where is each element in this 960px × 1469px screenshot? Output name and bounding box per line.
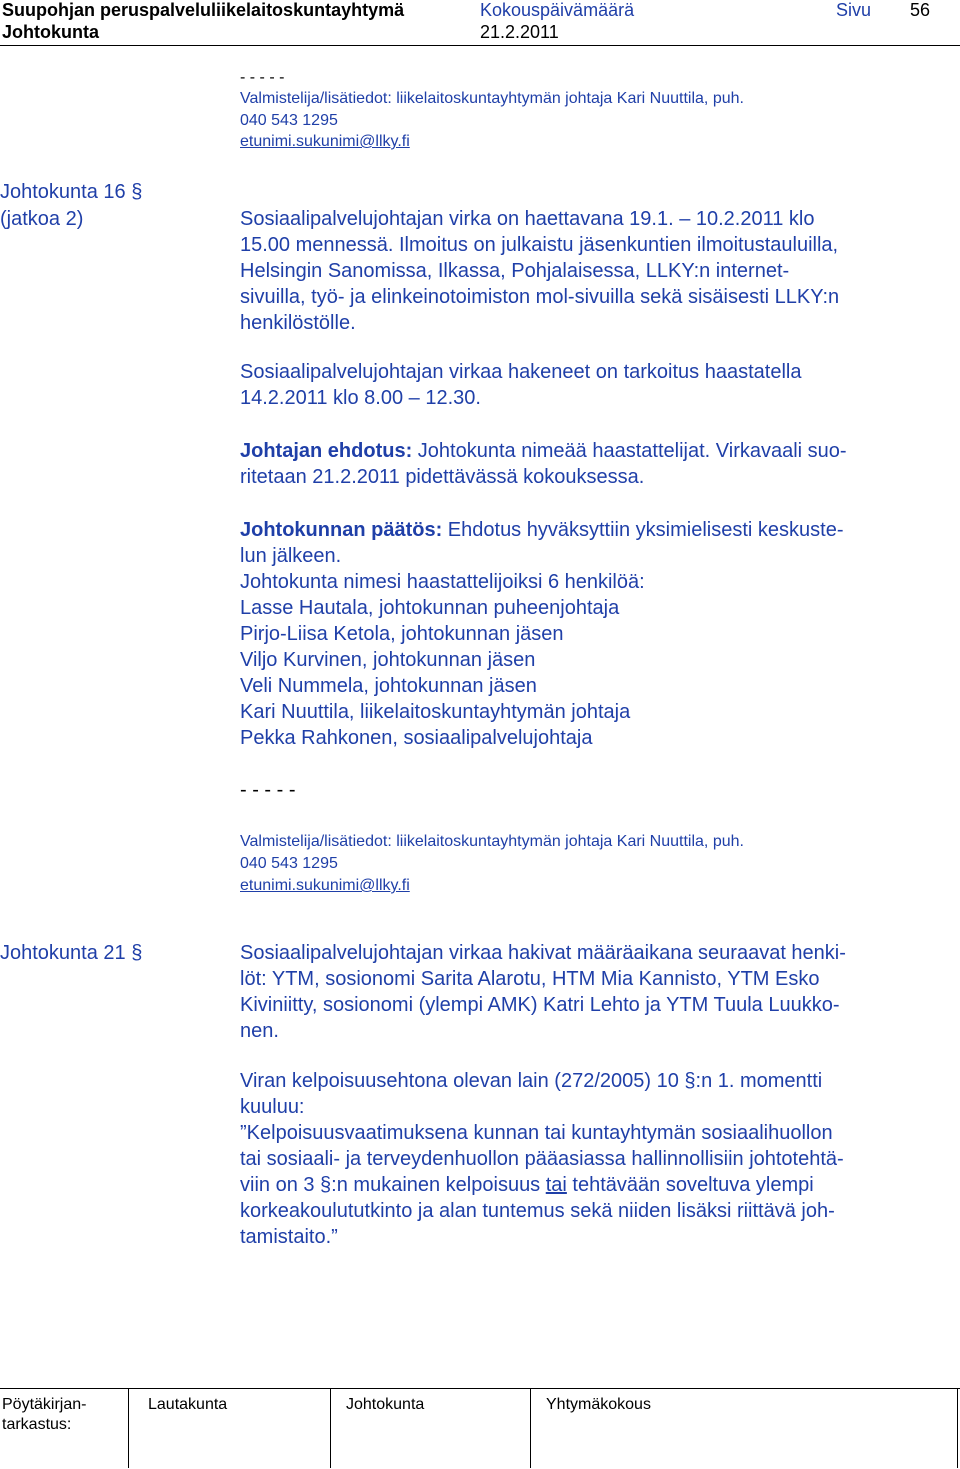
interviewer-item: Pirjo-Liisa Ketola, johtokunnan jäsen [240, 623, 564, 645]
text-line: kuuluu: [240, 1096, 305, 1118]
header-date-label: Kokouspäivämäärä [480, 0, 635, 20]
prep1-email-link[interactable]: etunimi.sukunimi@llky.fi [240, 133, 410, 150]
quote-line-part: tehtävään soveltuva ylempi [566, 1174, 814, 1196]
text-line [240, 438, 940, 464]
named-intro: Johtokunta nimesi haastattelijoiksi 6 henkilöä: [240, 571, 645, 593]
decision-text: Ehdotus hyväksyttiin yksimielisesti keskuste- [447, 519, 844, 541]
interviewer-item: Lasse Hautala, johtokunnan puheenjohtaja [240, 597, 620, 619]
footer-col-board: Lautakunta [148, 1396, 228, 1413]
footer-col-review [2, 1395, 86, 1435]
text-line: henkilöstölle. [240, 312, 356, 334]
text-line: 14.2.2011 klo 8.00 – 12.30. [240, 387, 481, 409]
prep1-dashes: - - - - - [240, 69, 285, 86]
text-line: nen. [240, 1020, 279, 1042]
section16-subtitle: (jatkoa 2) [0, 208, 84, 230]
prep2-email-link[interactable]: etunimi.sukunimi@llky.fi [240, 877, 410, 894]
text-line: löt: YTM, sosionomi Sarita Alarotu, HTM Mia Kannisto, YTM Esko [240, 968, 820, 990]
section21-paragraph-1 [240, 940, 940, 1044]
text-line: lun jälkeen. [240, 545, 342, 567]
header-page-label: Sivu [836, 0, 872, 20]
section16-paragraph-2 [240, 359, 940, 411]
footer-col-assembly: Yhtymäkokous [546, 1396, 651, 1413]
section16-title: Johtokunta 16 § [0, 181, 143, 203]
prep2-line1: Valmistelija/lisätiedot: liikelaitoskuntayhtymän johtaja Kari Nuuttila, puh. [240, 833, 744, 850]
prep2-line2: 040 543 1295 [240, 855, 338, 872]
quote-line: tamistaito.” [240, 1226, 338, 1248]
section21-paragraph-2 [240, 1068, 940, 1250]
header-org: Suupohjan peruspalveluliikelaitoskuntayhtymä [2, 0, 405, 20]
footer-label: Pöytäkirjan- [2, 1396, 87, 1413]
quote-line-part: viin on 3 §:n mukainen kelpoisuus [240, 1174, 546, 1196]
quote-line [240, 1172, 940, 1198]
text-line: Helsingin Sanomissa, Ilkassa, Pohjalaisessa, LLKY:n internet- [240, 260, 790, 282]
proposal-paragraph [240, 438, 940, 490]
text-line: Sosiaalipalvelujohtajan virkaa hakivat määräaikana seuraavat henki- [240, 942, 846, 964]
proposal-label: Johtajan ehdotus: [240, 440, 413, 462]
quote-line: korkeakoulututkinto ja alan tuntemus sekä niiden lisäksi riittävä joh- [240, 1200, 835, 1222]
prep1-line2: 040 543 1295 [240, 112, 338, 129]
header-date: 21.2.2011 [480, 22, 559, 42]
prep1-line1: Valmistelija/lisätiedot: liikelaitoskuntayhtymän johtaja Kari Nuuttila, puh. [240, 90, 744, 107]
text-line: Sosiaalipalvelujohtajan virkaa hakeneet on tarkoitus haastatella [240, 361, 802, 383]
header-page-number: 56 [910, 0, 931, 20]
text-line: Sosiaalipalvelujohtajan virka on haettavana 19.1. – 10.2.2011 klo [240, 208, 815, 230]
header-body-name: Johtokunta [2, 22, 99, 42]
interviewer-item: Viljo Kurvinen, johtokunnan jäsen [240, 649, 536, 671]
footer-divider [128, 1388, 129, 1468]
footer-label: tarkastus: [2, 1416, 72, 1433]
quote-line: tai sosiaali- ja terveydenhuollon pääasiassa hallinnollisiin johtotehtä- [240, 1148, 844, 1170]
header-rule [0, 45, 960, 46]
interviewer-item: Kari Nuuttila, liikelaitoskuntayhtymän johtaja [240, 701, 631, 723]
text-line: Viran kelpoisuusehtona olevan lain (272/2005) 10 §:n 1. momentti [240, 1070, 823, 1092]
text-line: 15.00 mennessä. Ilmoitus on julkaistu jäsenkuntien ilmoitustauluilla, [240, 234, 839, 256]
interviewer-item: Veli Nummela, johtokunnan jäsen [240, 675, 537, 697]
decision-paragraph [240, 517, 940, 751]
text-line: ritetaan 21.2.2011 pidettävässä kokouksessa. [240, 466, 645, 488]
footer-divider [957, 1388, 958, 1468]
proposal-text: Johtokunta nimeää haastattelijat. Virkavaali suo- [417, 440, 847, 462]
text-line: sivuilla, työ- ja elinkeinotoimiston mol-sivuilla sekä sisäisesti LLKY:n [240, 286, 840, 308]
footer-divider [330, 1388, 331, 1468]
section16-paragraph-1 [240, 206, 940, 336]
text-line: Kiviniitty, sosionomi (ylempi AMK) Katri Lehto ja YTM Tuula Luukko- [240, 994, 840, 1016]
quote-line-underlined: tai [545, 1174, 567, 1196]
prep2-dashes: - - - - - [240, 779, 296, 801]
section21-title: Johtokunta 21 § [0, 942, 143, 964]
decision-label: Johtokunnan päätös: [240, 519, 443, 541]
interviewer-item: Pekka Rahkonen, sosiaalipalvelujohtaja [240, 727, 593, 749]
quote-line: ”Kelpoisuusvaatimuksena kunnan tai kuntayhtymän sosiaalihuollon [240, 1122, 833, 1144]
text-line [240, 517, 940, 543]
footer-col-committee: Johtokunta [346, 1396, 425, 1413]
footer-rule-top [0, 1388, 960, 1389]
footer-divider [530, 1388, 531, 1468]
